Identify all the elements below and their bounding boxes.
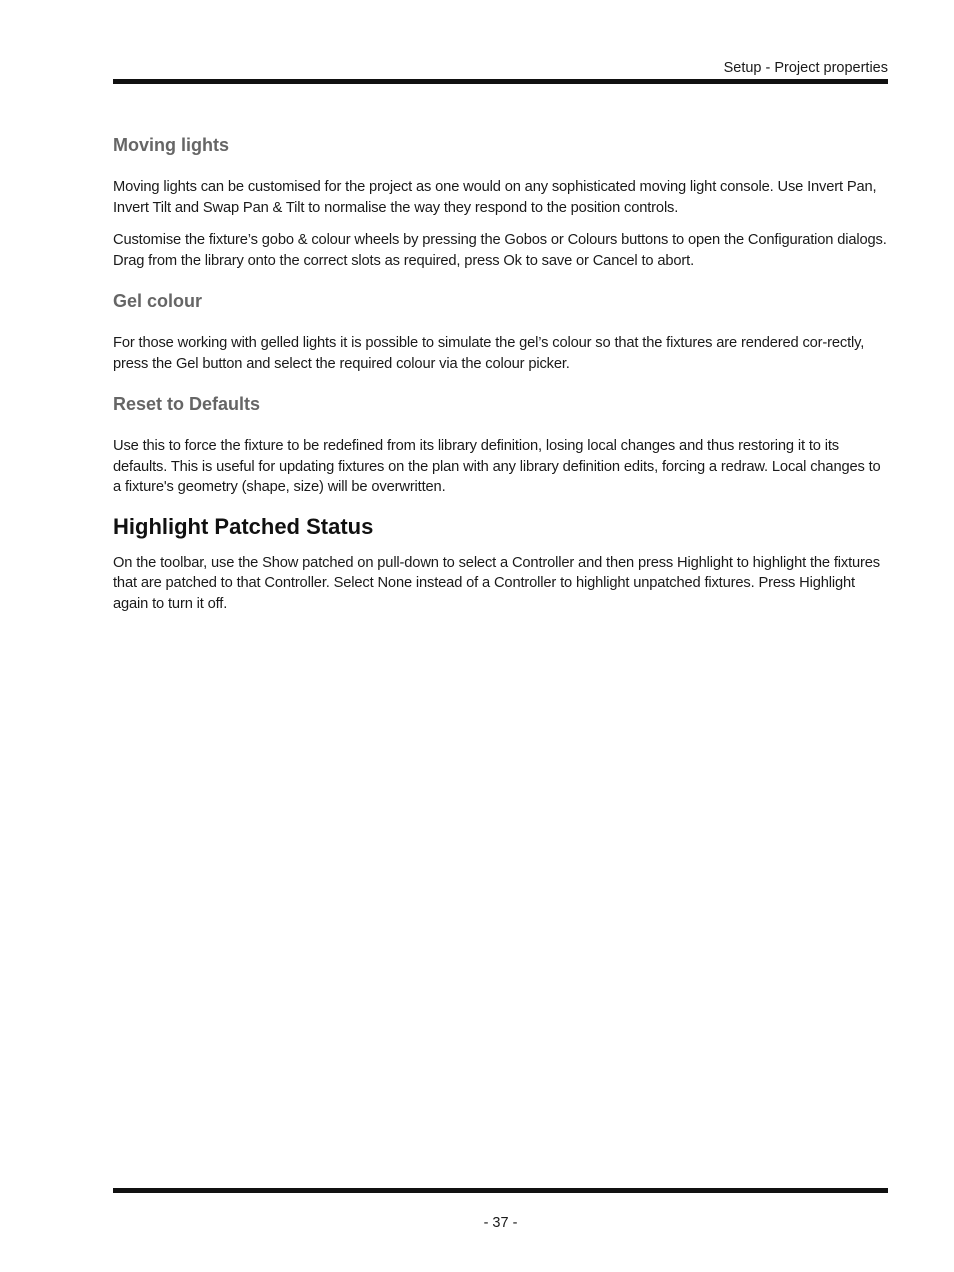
section-highlight-patched — [113, 514, 888, 615]
paragraph-moving-lights-2: Customise the fixture’s gobo & colour wheels by pressing the Gobos or Colours buttons to open the Configuration dialogs. Drag from the library onto the correct slots as required, press Ok to save or Cancel to abort. — [113, 232, 887, 269]
page-content — [113, 134, 888, 626]
section-gel-colour — [113, 290, 888, 374]
heading-reset-defaults: Reset to Defaults — [113, 394, 261, 414]
heading-moving-lights: Moving lights — [113, 135, 229, 155]
heading-gel-colour: Gel colour — [113, 291, 203, 311]
heading-highlight-patched-status: Highlight Patched Status — [113, 513, 374, 539]
paragraph-moving-lights-1: Moving lights can be customised for the project as one would on any sophisticated moving light console. Use Invert Pan, Invert Tilt and Swap Pan & Tilt to normalise the way they respond to the position controls. — [113, 179, 877, 216]
section-moving-lights — [113, 134, 888, 271]
page-number: - 37 - — [483, 1215, 518, 1231]
paragraph-reset-defaults: Use this to force the fixture to be redefined from its library definition, losing local changes and thus restoring it to its defaults. This is useful for updating fixtures on the plan with any library definition edits, forcing a redraw. Local changes to a fixture's geometry (shape, size) will be overwritten. — [113, 438, 881, 495]
paragraph-highlight-patched: On the toolbar, use the Show patched on pull-down to select a Controller and then press Highlight to highlight the fixtures that are patched to that Controller. Select None instead of a Controller to highlight unpatched fixtures. Press Highlight again to turn it off. — [113, 554, 880, 612]
footer-rule — [113, 1188, 888, 1193]
section-reset-defaults — [113, 393, 888, 498]
document-page — [113, 0, 888, 1272]
running-header: Setup - Project properties — [723, 60, 888, 76]
header-rule — [113, 79, 888, 84]
paragraph-gel-colour: For those working with gelled lights it is possible to simulate the gel’s colour so that the fixtures are rendered cor-rectly, press the Gel button and select the required colour via the colour picker. — [113, 335, 865, 372]
